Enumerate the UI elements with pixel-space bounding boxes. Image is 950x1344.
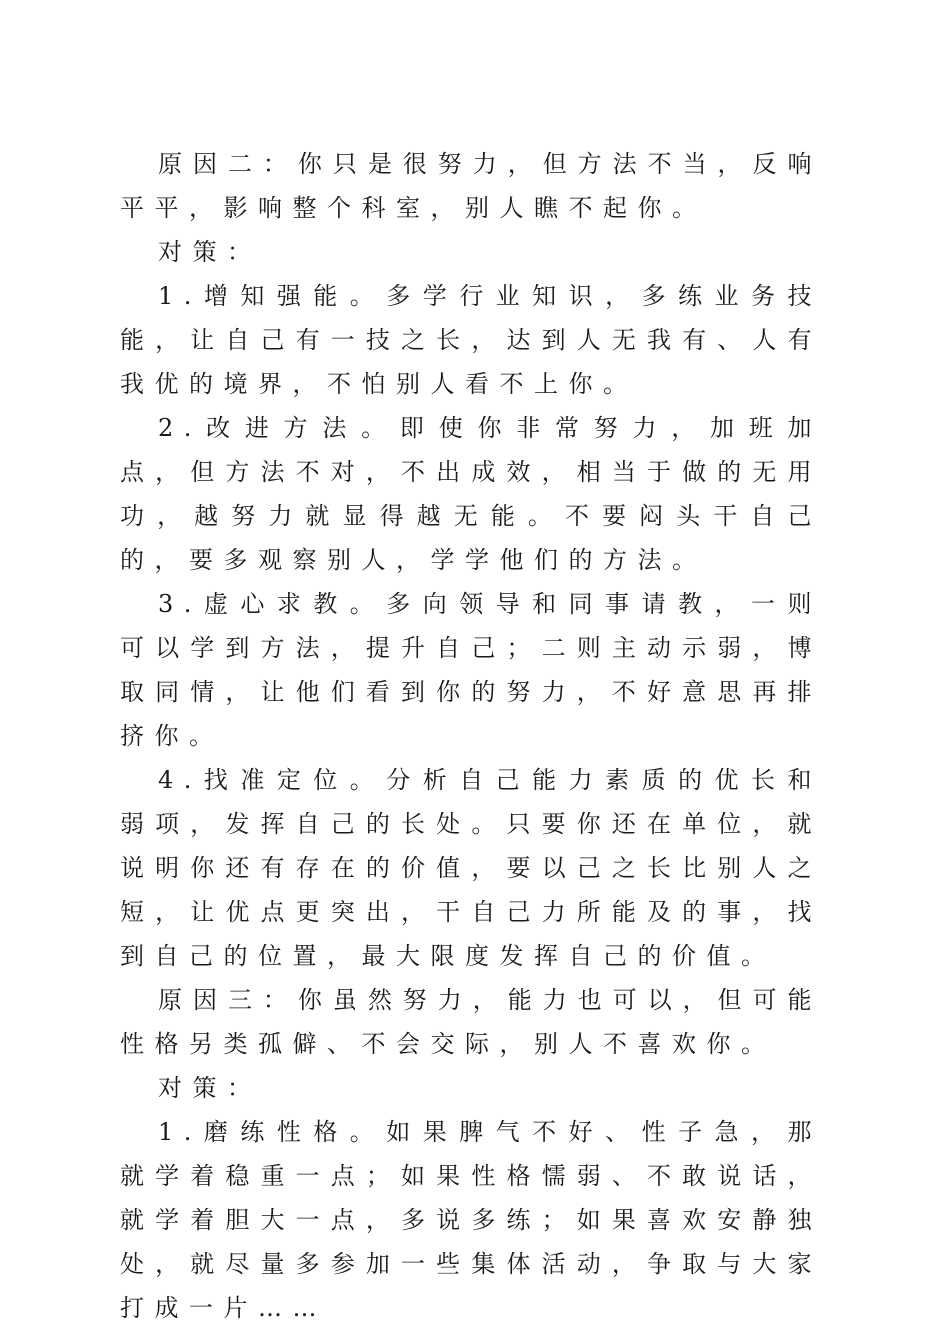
paragraph-reason-two: 原因二：你只是很努力，但方法不当，反响平平，影响整个科室，别人瞧不起你。	[120, 150, 822, 222]
paragraph-item-2-method: 2.改进方法。即使你非常努力，加班加点，但方法不对，不出成效，相当于做的无用功，越努力就显得越无能。不要闷头干自己的，要多观察别人，学学他们的方法。	[120, 414, 822, 574]
paragraph-item-3-consult: 3.虚心求教。多向领导和同事请教，一则可以学到方法，提升自己；二则主动示弱，博取同情，让他们看到你的努力，不好意思再排挤你。	[120, 590, 822, 750]
paragraph-countermeasures-heading-2: 对策：	[158, 1074, 262, 1102]
paragraph-item-4-positioning: 4.找准定位。分析自己能力素质的优长和弱项，发挥自己的长处。只要你还在单位，就说明你还有存在的价值，要以己之长比别人之短，让优点更突出，干自己力所能及的事，找到自己的位置，最大限度发挥自己的价值。	[120, 766, 822, 970]
paragraph-item-1-personality: 1.磨练性格。如果脾气不好、性子急，那就学着稳重一点；如果性格懦弱、不敢说话，就学着胆大一点，多说多练；如果喜欢安静独处，就尽量多参加一些集体活动，争取与大家打成一片……	[120, 1118, 822, 1322]
paragraph-countermeasures-heading: 对策：	[158, 238, 262, 266]
paragraph-reason-three: 原因三：你虽然努力，能力也可以，但可能性格另类孤僻、不会交际，别人不喜欢你。	[120, 986, 822, 1058]
document-page	[120, 142, 822, 1330]
paragraph-item-1-knowledge: 1.增知强能。多学行业知识，多练业务技能，让自己有一技之长，达到人无我有、人有我优的境界，不怕别人看不上你。	[120, 282, 822, 398]
